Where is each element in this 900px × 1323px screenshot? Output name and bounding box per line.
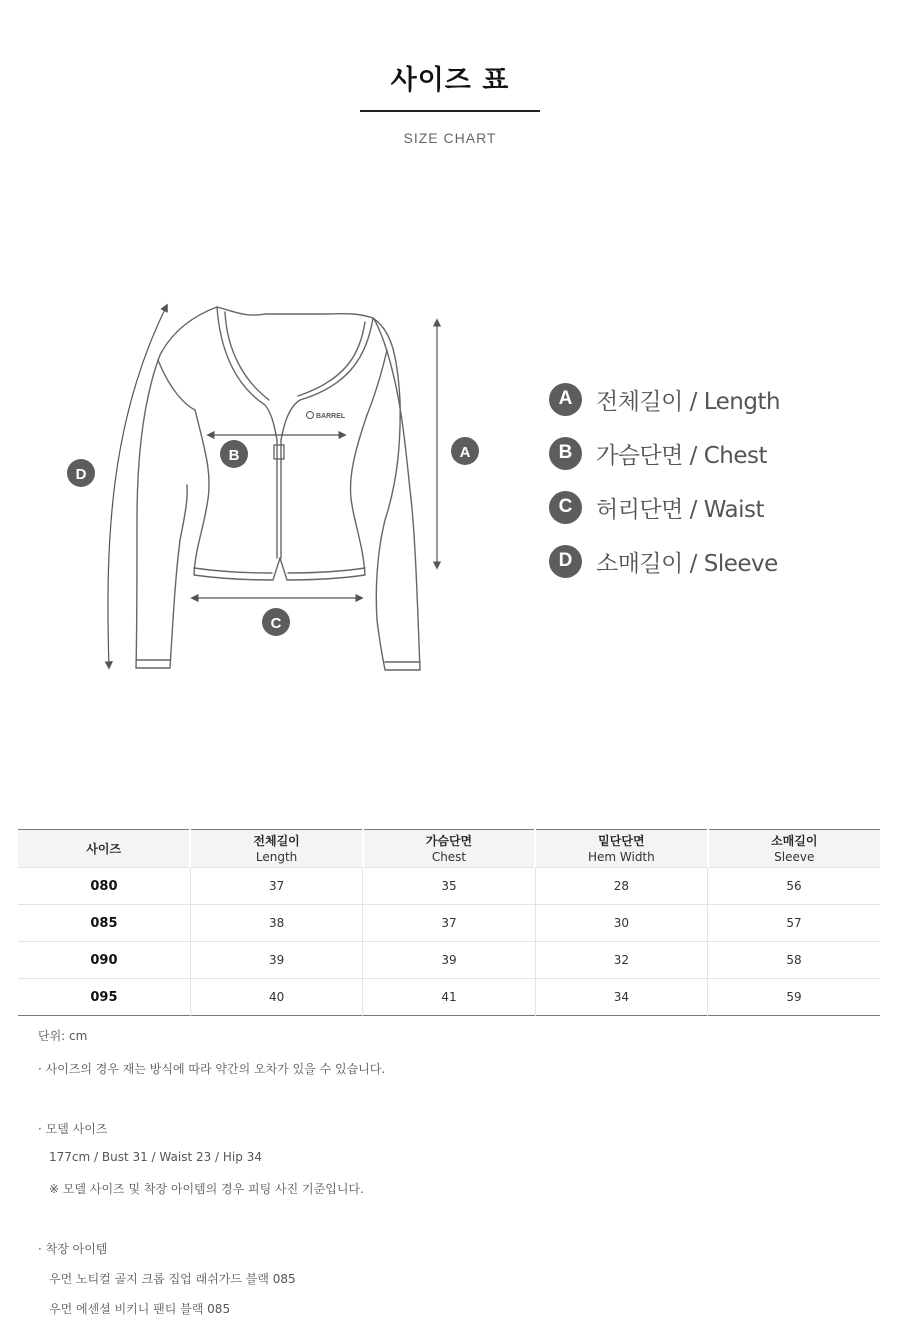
legend-badge: A	[549, 383, 582, 416]
page-subtitle: SIZE CHART	[403, 130, 497, 146]
legend-badge: C	[549, 491, 582, 524]
legend-label: 전체길이 / Length	[596, 388, 781, 415]
model-size-text: 177cm / Bust 31 / Waist 23 / Hip 34	[49, 1150, 262, 1164]
legend-label: 가슴단면 / Chest	[596, 442, 768, 469]
table-row	[18, 979, 880, 1016]
legend-badge: B	[549, 437, 582, 470]
garment-illustration	[55, 290, 495, 690]
svg-text:C: C	[270, 615, 282, 632]
model-size-note: ※ 모델 사이즈 및 착장 아이템의 경우 피팅 사진 기준입니다.	[49, 1182, 364, 1196]
legend-label: 소매길이 / Sleeve	[596, 550, 778, 577]
svg-text:A: A	[459, 444, 471, 461]
legend-item-chest	[549, 435, 780, 471]
marker-d-badge	[67, 459, 95, 487]
legend-item-length	[549, 381, 780, 417]
outfit-item: 우먼 노티컬 골지 크롭 집업 래쉬가드 블랙 085	[49, 1272, 296, 1286]
outfit-item: 우먼 에센셜 비키니 팬티 블랙 085	[49, 1302, 231, 1316]
table-cell: 37	[363, 905, 535, 942]
table-cell: 28	[535, 868, 707, 905]
table-cell: 39	[363, 942, 535, 979]
table-row	[18, 942, 880, 979]
title-divider	[360, 110, 540, 112]
marker-a-badge	[451, 437, 479, 465]
table-cell: 37	[190, 868, 362, 905]
marker-c-badge	[262, 608, 290, 636]
table-cell: 57	[708, 905, 880, 942]
table-cell: 085	[18, 905, 190, 942]
table-header-row	[18, 830, 880, 868]
table-cell: 38	[190, 905, 362, 942]
disclaimer-note: · 사이즈의 경우 재는 방식에 따라 약간의 오차가 있을 수 있습니다.	[38, 1062, 386, 1076]
table-row	[18, 905, 880, 942]
table-cell: 080	[18, 868, 190, 905]
table-cell: 090	[18, 942, 190, 979]
table-cell: 35	[363, 868, 535, 905]
model-size-heading: · 모델 사이즈	[38, 1122, 108, 1136]
garment-logo: BARREL	[316, 413, 346, 420]
table-cell: 59	[708, 979, 880, 1016]
svg-text:D: D	[75, 466, 87, 483]
outfit-items-heading: · 착장 아이템	[38, 1242, 108, 1256]
table-cell: 56	[708, 868, 880, 905]
svg-text:B: B	[228, 447, 240, 464]
legend-item-sleeve	[549, 543, 780, 579]
table-cell: 34	[535, 979, 707, 1016]
size-table	[18, 829, 880, 1016]
marker-b-badge	[220, 440, 248, 468]
table-cell: 30	[535, 905, 707, 942]
table-cell: 095	[18, 979, 190, 1016]
page-title: 사이즈 표	[390, 65, 510, 96]
column-header-size: 사이즈	[18, 830, 190, 868]
legend-item-waist	[549, 489, 780, 525]
table-cell: 32	[535, 942, 707, 979]
column-header-length: 전체길이 Length	[190, 830, 362, 868]
column-header-chest: 가슴단면 Chest	[363, 830, 535, 868]
table-cell: 40	[190, 979, 362, 1016]
unit-note: 단위: cm	[38, 1029, 88, 1043]
garment-outline	[217, 307, 420, 670]
table-cell: 39	[190, 942, 362, 979]
table-cell: 58	[708, 942, 880, 979]
measurement-legend	[549, 381, 780, 597]
column-header-hem-width: 밑단단면 Hem Width	[535, 830, 707, 868]
legend-badge: D	[549, 545, 582, 578]
legend-label: 허리단면 / Waist	[596, 496, 764, 523]
column-header-sleeve: 소매길이 Sleeve	[708, 830, 880, 868]
table-row	[18, 868, 880, 905]
table-cell: 41	[363, 979, 535, 1016]
